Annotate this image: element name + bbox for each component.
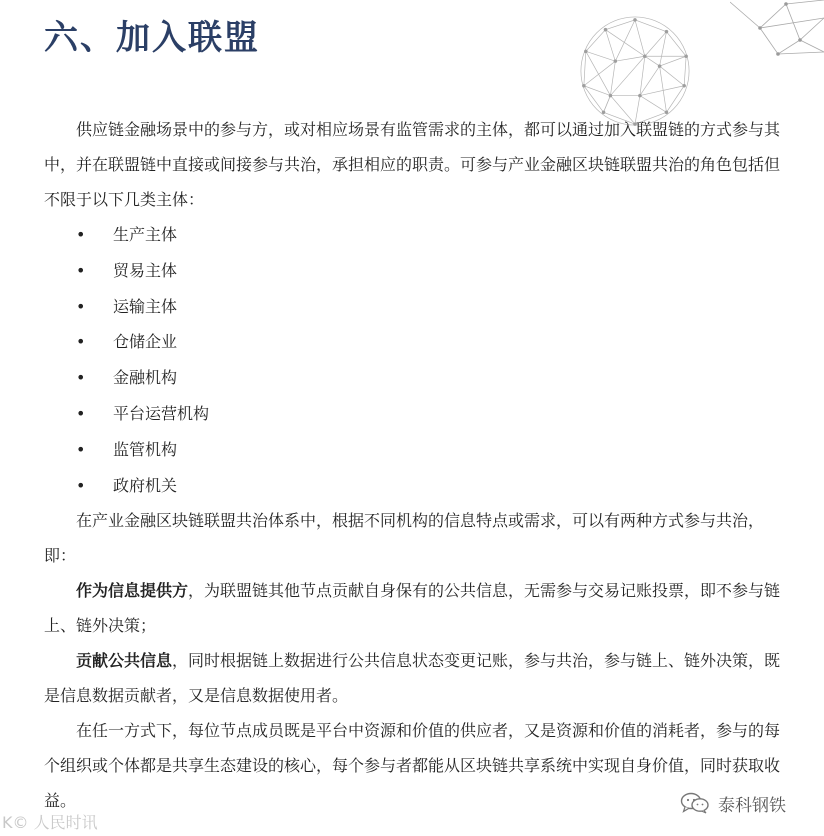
role-label: 仓储企业 — [113, 332, 178, 352]
watermark-left: K© 人民时讯 — [2, 813, 98, 832]
bullet-icon: • — [76, 475, 86, 495]
mode-one-paragraph — [44, 573, 790, 643]
list-item — [44, 253, 790, 289]
role-label: 金融机构 — [113, 368, 178, 388]
conclusion-paragraph: 在任一方式下，每位节点成员既是平台中资源和价值的供应者，又是资源和价值的消耗者，参与的每个组织或个体都是共享生态建设的核心，每个参与者都能从区块链共享系统中实现自身价值，同时获取收益。 — [44, 721, 781, 811]
mode-two-paragraph — [44, 643, 790, 713]
list-item — [44, 324, 790, 360]
document-body — [44, 112, 790, 818]
network-lines-icon — [730, 0, 824, 60]
intro-paragraph: 供应链金融场景中的参与方，或对相应场景有监管需求的主体，都可以通过加入联盟链的方式参与其中，并在联盟链中直接或间接参与共治，承担相应的职责。可参与产业金融区块链联盟共治的角色包括但不限于以下几类主体： — [44, 120, 781, 209]
list-item — [44, 289, 790, 325]
mode-one-term: 作为信息提供方 — [76, 581, 189, 601]
bullet-icon: • — [76, 260, 86, 280]
mode-two-term: 贡献公共信息 — [76, 651, 173, 671]
bullet-icon: • — [76, 296, 86, 316]
bullet-icon: • — [76, 368, 86, 388]
role-label: 政府机关 — [113, 475, 178, 495]
role-label: 监管机构 — [113, 439, 178, 459]
bullet-icon: • — [76, 332, 86, 352]
role-label: 生产主体 — [113, 225, 178, 244]
governance-paragraph: 在产业金融区块链联盟共治体系中，根据不同机构的信息特点或需求，可以有两种方式参与共治，即： — [44, 511, 765, 566]
bullet-icon: • — [76, 403, 86, 423]
role-label: 运输主体 — [113, 296, 178, 316]
list-item — [44, 217, 790, 253]
mode-two-text: ，同时根据链上数据进行公共信息状态变更记账，参与共治，参与链上、链外决策，既是信息数据贡献者，又是信息数据使用者。 — [44, 651, 781, 706]
role-label: 平台运营机构 — [113, 403, 210, 423]
role-label: 贸易主体 — [113, 260, 178, 280]
list-item — [44, 432, 790, 468]
list-item — [44, 468, 790, 504]
bullet-icon: • — [76, 439, 86, 459]
mode-one-text: ，为联盟链其他节点贡献自身保有的公共信息，无需参与交易记账投票，即不参与链上、链外决策； — [44, 581, 781, 636]
section-heading: 六、加入联盟 — [44, 18, 260, 58]
role-list — [44, 217, 790, 503]
watermark-right — [676, 790, 790, 816]
bullet-icon: • — [76, 225, 86, 244]
wechat-icon — [680, 792, 710, 814]
list-item — [44, 360, 790, 396]
list-item — [44, 396, 790, 432]
watermark-right-text: 泰科钢铁 — [718, 795, 786, 816]
